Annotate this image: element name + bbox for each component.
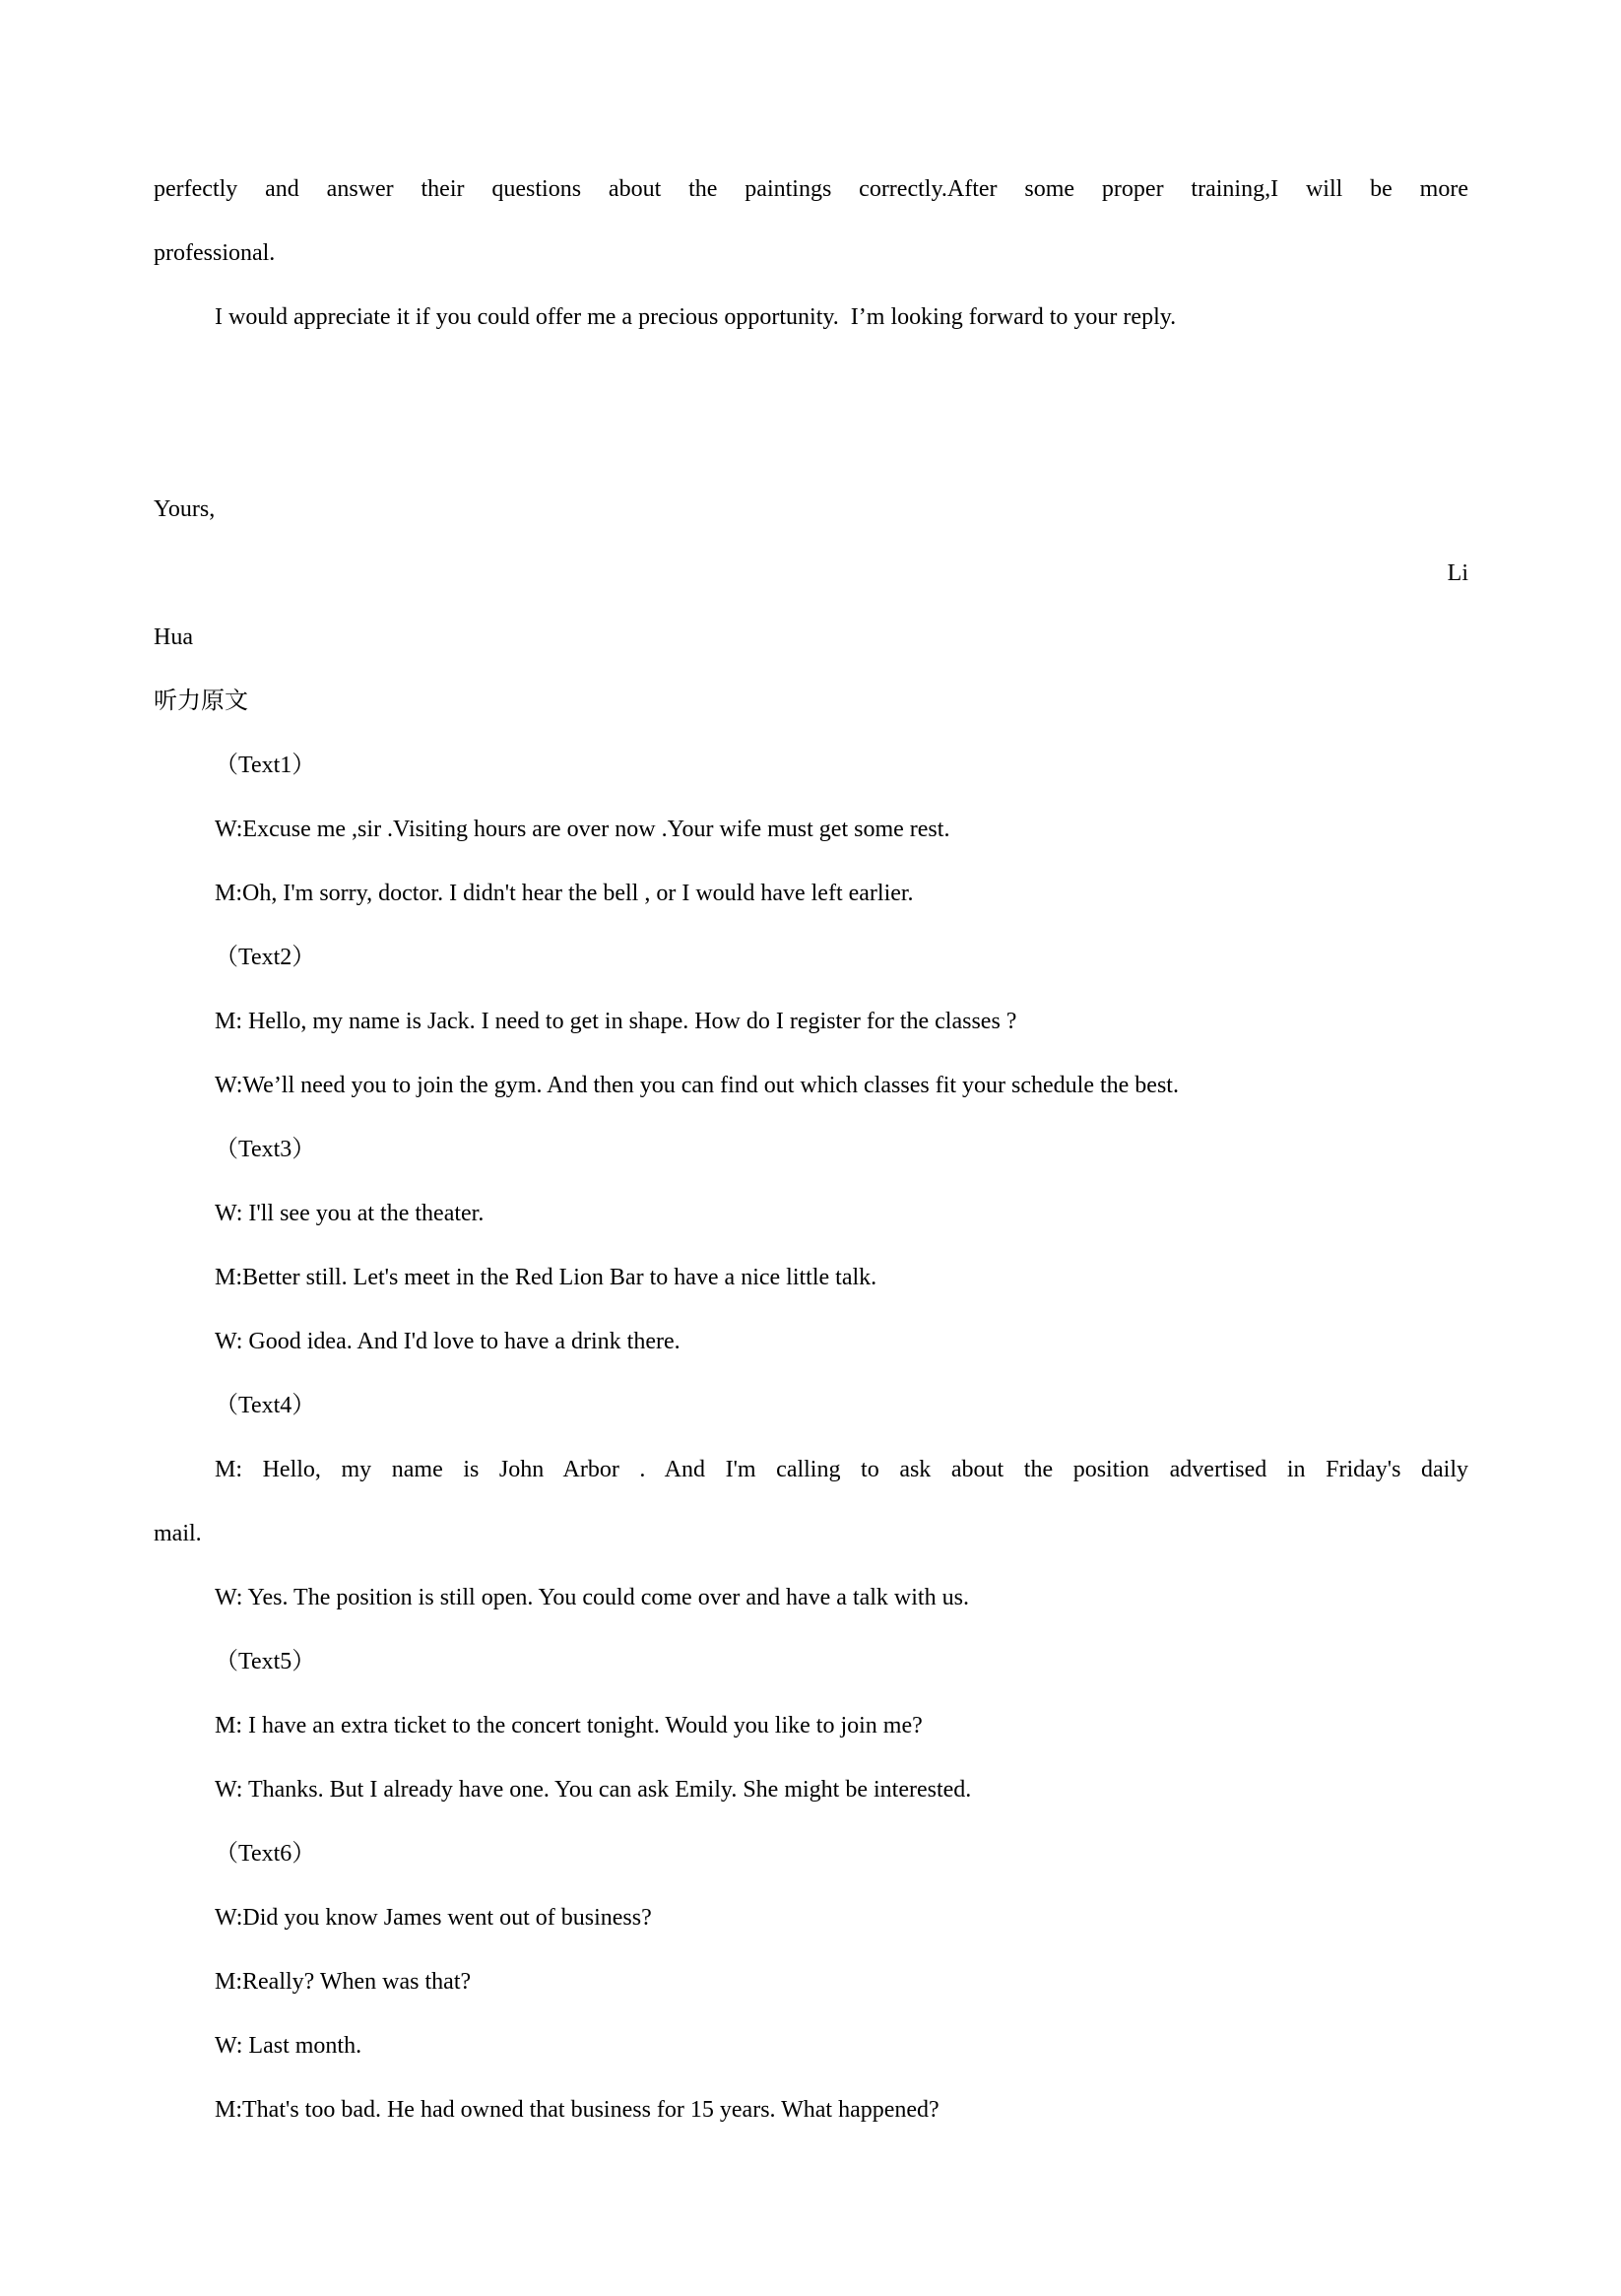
letter-signature-li: Li: [1447, 560, 1468, 586]
text3-line-m: M:Better still. Let's meet in the Red Lion Bar to have a nice little talk.: [215, 1265, 877, 1290]
text2-line-w: W:We’ll need you to join the gym. And then you can find out which classes fit your schedule the best.: [215, 1073, 1179, 1098]
letter-signature-hua: Hua: [154, 624, 193, 650]
text4-marker: （Text4）: [215, 1393, 316, 1418]
text2-marker: （Text2）: [215, 945, 316, 970]
text3-marker: （Text3）: [215, 1137, 316, 1162]
text5-line-m: M: I have an extra ticket to the concert tonight. Would you like to join me?: [215, 1713, 923, 1738]
text3-line-w1: W: I'll see you at the theater.: [215, 1201, 485, 1226]
text6-line-w2: W: Last month.: [215, 2033, 362, 2059]
transcript-heading: 听力原文: [154, 689, 248, 714]
text4-line-m-1: M: Hello, my name is John Arbor . And I'm calling to ask about the position advertised in Friday's daily: [215, 1457, 1468, 1482]
document-text-block: [154, 158, 1468, 2142]
text5-line-w: W: Thanks. But I already have one. You can ask Emily. She might be interested.: [215, 1777, 972, 1803]
text1-line-w: W:Excuse me ,sir .Visiting hours are over now .Your wife must get some rest.: [215, 817, 950, 842]
text6-line-m1: M:Really? When was that?: [215, 1969, 472, 1995]
text2-line-m: M: Hello, my name is Jack. I need to get in shape. How do I register for the classes ?: [215, 1009, 1017, 1034]
text6-line-m2: M:That's too bad. He had owned that business for 15 years. What happened?: [215, 2097, 940, 2123]
letter-body-line-1: perfectly and answer their questions about the paintings correctly.After some proper training,I will be more: [154, 176, 1468, 202]
text4-line-m-2: mail.: [154, 1521, 202, 1546]
blank-line: [154, 414, 1468, 478]
blank-line: [154, 350, 1468, 414]
text4-line-w: W: Yes. The position is still open. You could come over and have a talk with us.: [215, 1585, 969, 1610]
text6-marker: （Text6）: [215, 1841, 316, 1867]
text5-marker: （Text5）: [215, 1649, 316, 1674]
text6-line-w1: W:Did you know James went out of business?: [215, 1905, 652, 1931]
text3-line-w2: W: Good idea. And I'd love to have a drink there.: [215, 1329, 681, 1354]
letter-body-line-3: I would appreciate it if you could offer me a precious opportunity. I’m looking forward to your reply.: [215, 304, 1177, 330]
letter-closing-yours: Yours,: [154, 496, 216, 522]
letter-body-line-2: professional.: [154, 240, 276, 266]
text1-marker: （Text1）: [215, 753, 316, 778]
text1-line-m: M:Oh, I'm sorry, doctor. I didn't hear the bell , or I would have left earlier.: [215, 881, 914, 906]
